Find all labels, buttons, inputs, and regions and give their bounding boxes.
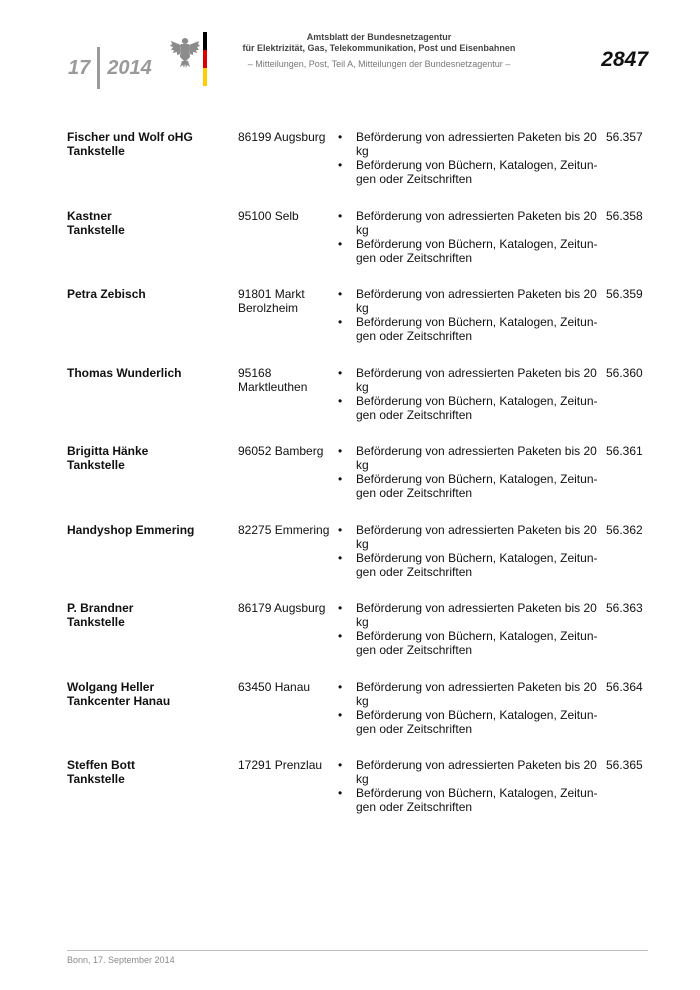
entry-name	[67, 680, 232, 708]
service-text: Beförderung von adressierten Paketen bis 20 kg	[356, 679, 597, 708]
entry-place	[238, 287, 336, 315]
entry-name-line1: Fischer und Wolf oHG	[67, 130, 193, 144]
entry-place-line1: 96052 Bamberg	[238, 444, 324, 458]
entry-name-line1: Kastner	[67, 208, 112, 223]
service-text: Beförderung von Büchern, Katalogen, Zeitun- gen oder Zeitschriften	[356, 550, 598, 579]
issue-label	[68, 47, 152, 89]
service-text: Beförderung von adressierten Paketen bis 20 kg	[356, 601, 597, 629]
service-item	[338, 680, 600, 708]
entry-name-line2: Tankcenter Hanau	[67, 693, 171, 708]
entry-place-line1: 86179 Augsburg	[238, 601, 326, 615]
service-text: Beförderung von Büchern, Katalogen, Zeitun- gen oder Zeitschriften	[356, 236, 598, 265]
entry-place-line1: 91801 Markt	[238, 287, 305, 301]
bullet-icon: •	[338, 365, 343, 380]
bullet-icon: •	[338, 758, 343, 772]
entry-name-line2: Tankstelle	[67, 615, 125, 629]
entry-name-line1: Petra Zebisch	[67, 287, 146, 301]
service-item	[338, 551, 600, 579]
flag-red	[203, 50, 207, 68]
entry-name	[67, 366, 232, 380]
journal-subtitle: – Mitteilungen, Post, Teil A, Mitteilungen der Bundesnetzagentur –	[247, 59, 511, 69]
service-text: Beförderung von adressierten Paketen bis 20 kg	[356, 365, 597, 394]
bullet-icon: •	[338, 208, 343, 223]
entry-services	[338, 444, 600, 500]
entry-number: 56.363	[606, 601, 643, 615]
entry-name-line2: Tankstelle	[67, 772, 125, 786]
entry-number: 56.360	[606, 365, 643, 380]
bullet-icon: •	[338, 679, 343, 694]
service-item	[338, 786, 600, 814]
service-text: Beförderung von Büchern, Katalogen, Zeitun- gen oder Zeitschriften	[356, 393, 598, 422]
service-text: Beförderung von adressierten Paketen bis 20 kg	[356, 444, 597, 472]
bullet-icon: •	[338, 601, 343, 615]
page-number: 2847	[601, 48, 648, 71]
entry-place-line1: 17291 Prenzlau	[238, 758, 323, 772]
entry-number: 56.358	[606, 208, 643, 223]
entry-services	[338, 758, 600, 814]
entry-name-line1: Brigitta Hänke	[67, 444, 149, 458]
entry-number: 56.364	[606, 679, 643, 694]
service-item	[338, 209, 600, 237]
entry-name	[67, 523, 232, 537]
entry-services	[338, 601, 600, 657]
bullet-icon: •	[338, 393, 343, 408]
bullet-icon: •	[338, 786, 343, 800]
bullet-icon: •	[338, 287, 343, 301]
bullet-icon: •	[338, 315, 343, 329]
bullet-icon: •	[338, 707, 343, 722]
entry-place-line2: Marktleuthen	[238, 379, 308, 394]
bullet-icon: •	[338, 629, 343, 643]
entry-name-line2: Tankstelle	[67, 144, 125, 158]
bullet-icon: •	[338, 550, 343, 565]
entry-place	[238, 366, 336, 394]
service-item	[338, 130, 600, 158]
entry-place	[238, 601, 336, 615]
entry-name	[67, 601, 232, 629]
entry-place-line1: 95168	[238, 365, 272, 380]
entry-name	[67, 758, 232, 786]
service-item	[338, 523, 600, 551]
bullet-icon: •	[338, 130, 343, 144]
entry-number: 56.362	[606, 522, 643, 537]
service-item	[338, 394, 600, 422]
service-item	[338, 366, 600, 394]
service-item	[338, 472, 600, 500]
entry-place	[238, 758, 336, 772]
service-item	[338, 601, 600, 629]
federal-eagle-icon	[170, 35, 200, 69]
entry-name-line1: Thomas Wunderlich	[67, 365, 182, 380]
flag-black	[203, 32, 207, 50]
service-text: Beförderung von adressierten Paketen bis 20 kg	[356, 522, 597, 551]
service-item	[338, 444, 600, 472]
service-text: Beförderung von adressierten Paketen bis 20 kg	[356, 130, 597, 158]
entry-services	[338, 680, 600, 736]
entry-row	[0, 444, 700, 523]
entry-services	[338, 209, 600, 265]
bullet-icon: •	[338, 444, 343, 458]
entry-place-line2: Berolzheim	[238, 301, 299, 315]
bullet-icon: •	[338, 472, 343, 486]
entry-list	[0, 130, 700, 837]
service-text: Beförderung von Büchern, Katalogen, Zeitun- gen oder Zeitschriften	[356, 786, 598, 814]
entry-row	[0, 601, 700, 680]
service-item	[338, 708, 600, 736]
entry-name	[67, 209, 232, 237]
service-item	[338, 237, 600, 265]
entry-place	[238, 444, 336, 458]
entry-name	[67, 287, 232, 301]
entry-row	[0, 130, 700, 209]
entry-row	[0, 758, 700, 837]
service-item	[338, 315, 600, 343]
footer-divider	[67, 950, 648, 951]
journal-title-line2: für Elektrizität, Gas, Telekommunikation, Post und Eisenbahnen	[242, 43, 516, 53]
bullet-icon: •	[338, 522, 343, 537]
entry-place-line1: 86199 Augsburg	[238, 130, 326, 144]
entry-name	[67, 444, 232, 472]
service-item	[338, 629, 600, 657]
journal-title	[226, 32, 532, 54]
service-text: Beförderung von adressierten Paketen bis 20 kg	[356, 208, 597, 237]
flag-gold	[203, 68, 207, 86]
entry-place	[238, 130, 336, 144]
service-text: Beförderung von Büchern, Katalogen, Zeitun- gen oder Zeitschriften	[356, 707, 598, 736]
entry-number: 56.365	[606, 758, 643, 772]
entry-name-line1: Wolgang Heller	[67, 679, 155, 694]
entry-name-line2: Tankstelle	[67, 222, 125, 237]
service-item	[338, 158, 600, 186]
bullet-icon: •	[338, 236, 343, 251]
entry-services	[338, 523, 600, 579]
entry-name	[67, 130, 232, 158]
bullet-icon: •	[338, 158, 343, 172]
entry-name-line2: Tankstelle	[67, 458, 125, 472]
entry-name-line1: P. Brandner	[67, 601, 134, 615]
issue-number: 17	[68, 56, 91, 79]
service-text: Beförderung von Büchern, Katalogen, Zeitun- gen oder Zeitschriften	[356, 472, 598, 500]
entry-row	[0, 287, 700, 366]
entry-place-line1: 82275 Emmering	[238, 522, 330, 537]
entry-row	[0, 209, 700, 288]
service-text: Beförderung von adressierten Paketen bis 20 kg	[356, 758, 597, 786]
entry-name-line1: Handyshop Emmering	[67, 522, 195, 537]
service-text: Beförderung von adressierten Paketen bis 20 kg	[356, 287, 597, 315]
entry-services	[338, 130, 600, 186]
entry-name-line1: Steffen Bott	[67, 758, 135, 772]
entry-row	[0, 523, 700, 602]
entry-place	[238, 523, 336, 537]
entry-row	[0, 680, 700, 759]
entry-place-line1: 95100 Selb	[238, 208, 299, 223]
entry-place	[238, 680, 336, 694]
service-text: Beförderung von Büchern, Katalogen, Zeitun- gen oder Zeitschriften	[356, 158, 598, 186]
entry-services	[338, 366, 600, 422]
service-item	[338, 287, 600, 315]
entry-number: 56.359	[606, 287, 643, 301]
entry-place-line1: 63450 Hanau	[238, 679, 311, 694]
service-item	[338, 758, 600, 786]
service-text: Beförderung von Büchern, Katalogen, Zeitun- gen oder Zeitschriften	[356, 315, 598, 343]
entry-number: 56.357	[606, 130, 643, 144]
entry-services	[338, 287, 600, 343]
footer-date: Bonn, 17. September 2014	[67, 955, 175, 965]
flag-stripe	[203, 32, 207, 86]
entry-place	[238, 209, 336, 223]
issue-divider	[97, 47, 100, 89]
issue-year: 2014	[107, 56, 152, 79]
journal-title-line1: Amtsblatt der Bundesnetzagentur	[306, 32, 452, 42]
entry-row	[0, 366, 700, 445]
entry-number: 56.361	[606, 444, 643, 458]
service-text: Beförderung von Büchern, Katalogen, Zeitun- gen oder Zeitschriften	[356, 629, 598, 657]
